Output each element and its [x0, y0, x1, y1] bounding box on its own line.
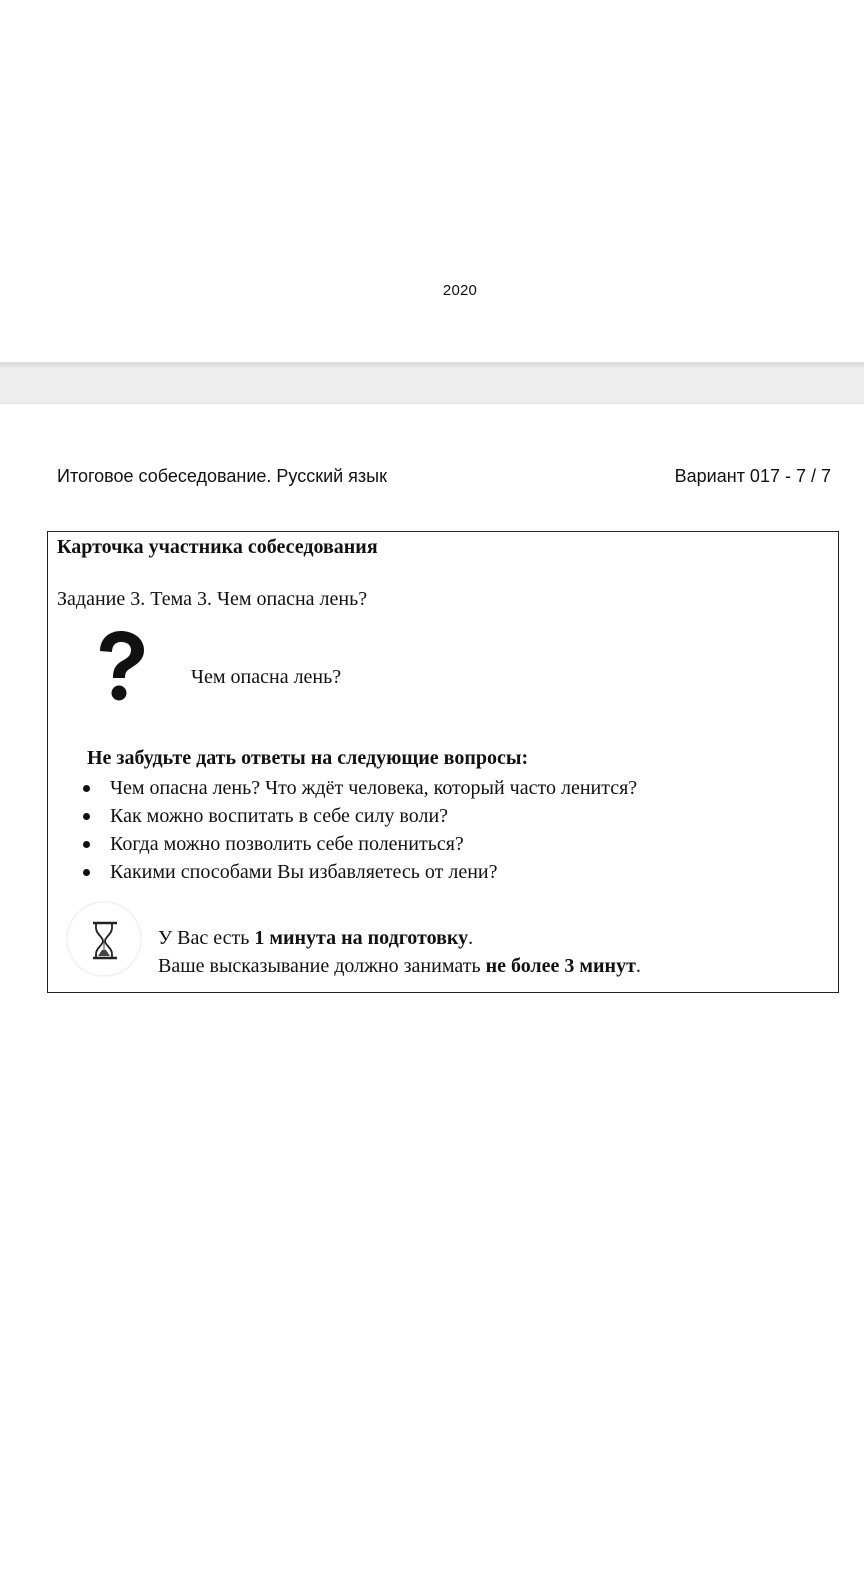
questions-list [80, 774, 637, 886]
question-text: Как можно воспитать в себе силу воли? [110, 805, 449, 827]
document-header-variant: Вариант 017 - 7 / 7 [674, 466, 831, 486]
prep-prefix: У Вас есть [158, 927, 255, 949]
list-item [80, 858, 637, 886]
list-item [80, 774, 637, 802]
answer-suffix: . [635, 955, 641, 977]
card-title: Карточка участника собеседования [57, 536, 378, 558]
document-header-title: Итоговое собеседование. Русский язык [57, 466, 387, 486]
time-instructions [158, 924, 641, 980]
prep-time-line [158, 924, 641, 952]
question-mark-icon [92, 631, 148, 703]
page-separator-shadow [0, 363, 864, 369]
prep-time-bold: 1 минута на подготовку [254, 927, 469, 949]
bullet-icon [83, 813, 90, 820]
hourglass-icon [66, 900, 142, 978]
answer-prefix: Ваше высказывание должно занимать [158, 955, 486, 977]
question-text: Какими способами Вы избавляетесь от лени? [110, 861, 498, 883]
page-separator [0, 362, 864, 404]
question-text: Когда можно позволить себе полениться? [110, 833, 464, 855]
list-item [80, 802, 637, 830]
bullet-icon [83, 869, 90, 876]
bullet-icon [83, 841, 90, 848]
bullet-icon [83, 785, 90, 792]
prep-suffix: . [468, 927, 474, 949]
task-line: Задание 3. Тема 3. Чем опасна лень? [57, 588, 368, 610]
question-text: Чем опасна лень? Что ждёт человека, который часто ленится? [110, 777, 638, 799]
answer-time-bold: не более 3 минут [485, 955, 636, 977]
topic-question: Чем опасна лень? [191, 666, 342, 688]
answer-time-line [158, 952, 641, 980]
participant-card [47, 531, 839, 993]
list-item [80, 830, 637, 858]
previous-page-footer-year: 2020 [442, 282, 478, 299]
questions-heading: Не забудьте дать ответы на следующие вопросы: [87, 747, 529, 769]
